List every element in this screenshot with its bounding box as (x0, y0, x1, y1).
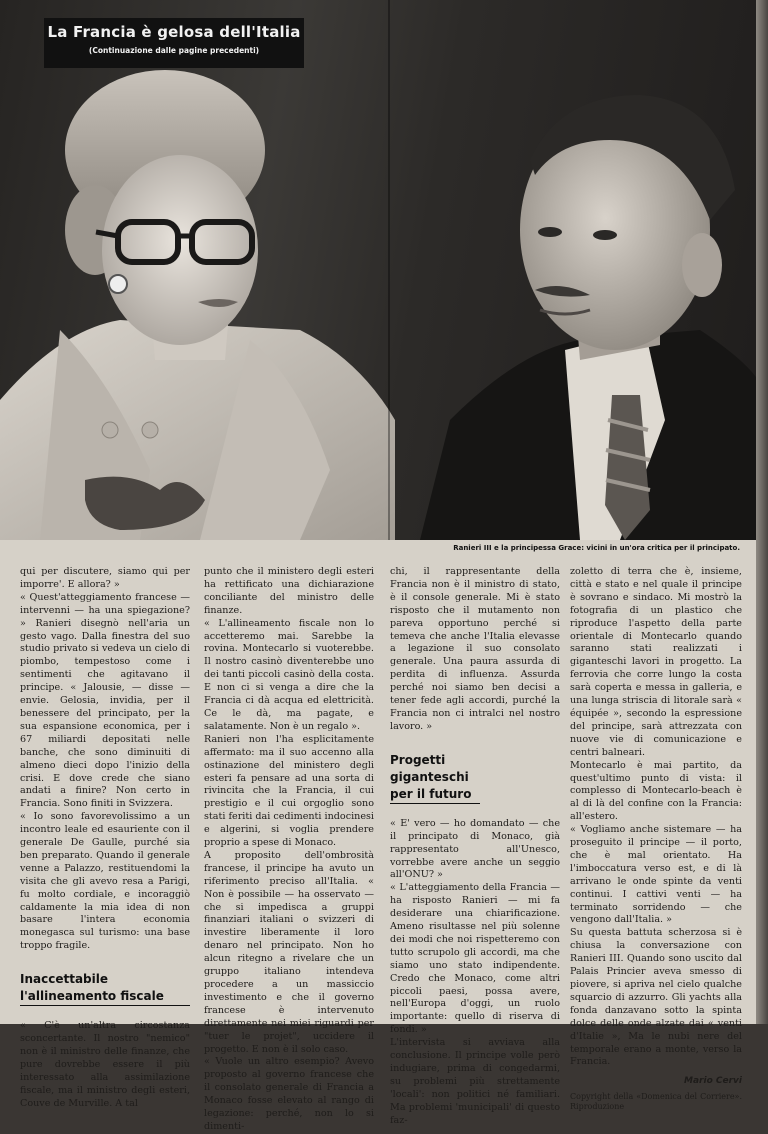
photo-caption: Ranieri III e la principessa Grace: vicini in un'ora critica per il principato. (453, 544, 740, 552)
paragraph: « Quest'atteggiamento francese — intervenni — ha una spiegazione? » Ranieri disegnò nell'aria un gesto vago. Dalla finestra del suo studio privato si vedeva un cielo di piombo, tempestoso come i sentimenti che agitavano il principe. « Jalousie, — disse — envie. Gelosia, invidia, per il benessere del principato, per la sua espansione economica, per i 67 miliardi depositati nelle banche, che sono diminuiti di almeno dieci dopo l'inizio della crisi. E dove crede che siano andati a finire? Non certo in Francia. Sono finiti in Svizzera. (20, 591, 190, 810)
article-photo (0, 0, 758, 540)
paragraph: « L'allineamento fiscale non lo accetteremo mai. Sarebbe la rovina. Montecarlo si vuoterebbe. Il nostro casinò diventerebbe uno dei tanti piccoli casinò della costa. E non ci si venga a dire che la Francia ci dà acqua ed elettricità. Ce le dà, ma pagate, e salatamente. Non è un regalo ». (204, 617, 374, 732)
paragraph: « L'atteggiamento della Francia — ha risposto Ranieri — mi fa desiderare una chiarificazione. Ameno risultasse nel più solenne dei modi che noi rispetteremo con tutto scrupolo gli accordi, ma che siamo uno stato indipendente. Credo che Monaco, come altri piccoli paesi, possa avere, nell'Europa d'oggi, un ruolo importante: quello di riserva di fondi. » (390, 882, 560, 1036)
paragraph: A proposito dell'ombrosità francese, il principe ha avuto un riferimento preciso all'Italia. « Non è possibile — ha osservato — che si impedisca a gruppi finanziari italiani o svizzeri di investire liberamente il loro denaro nel principato. Non ho alcun ritegno a rivelare che un gruppo italiano intendeva procedere a un massiccio investimento e che il governo francese è intervenuto direttamente nei miei riguardi per "tuer le projet", uccidere il progetto. E non è il solo caso. (204, 849, 374, 1055)
page-fold-line (388, 0, 390, 540)
headline-box (44, 18, 304, 68)
text-column-2 (204, 566, 374, 1134)
paragraph: zoletto di terra che è, insieme, città e stato e nel quale il principe è sovrano e sindaco. Mi mostrò la fotografia di un plastico che riproduce l'aspetto della parte orientale di Montecarlo quando saranno stati realizzati i giganteschi lavori in progetto. La ferrovia che corre lungo la costa sarà coperta e messa in galleria, e una lunga striscia di litorale sarà « équipée », secondo la espressione del principe, sarà attrezzata con nuove vie di comunicazione e centri balneari. (570, 566, 742, 758)
paragraph: « Io sono favorevolissimo a un incontro leale ed esauriente con il generale De Gaulle, purché sia ben preparato. Quando il generale venne a Palazzo, restituendomi la visita che gli avevo resa a Parigi, fu molto cordiale, e incoraggiò caldamente la mia idea di non basare l'intera economia monegasca sul turismo: una base troppo fragile. (20, 811, 190, 952)
paragraph: « E' vero — ho domandato — che il principato di Monaco, già rappresentato all'Unesco, vorrebbe avere anche un seggio all'ONU? » (390, 817, 560, 881)
author-signature: Mario Cervi (684, 1076, 742, 1087)
article-title: La Francia è gelosa dell'Italia (47, 23, 301, 41)
paragraph: « Vogliamo anche sistemare — ha proseguito il principe — il porto, che è mal orientato. Ha l'imboccatura verso est, e di là arrivano le onde spinte da venti continui. I cattivi venti — ha terminato sorridendo — che vengono dall'Italia. » (570, 824, 742, 926)
paragraph: « Vuole un altro esempio? Avevo proposto al governo francese che il consolato generale di Francia a Monaco fosse elevato al rango di legazione: perché, non lo si dimenti- (204, 1056, 374, 1132)
paragraph: Ranieri non l'ha esplicitamente affermato: ma il suo accenno alla ostinazione del ministero degli esteri fa pensare ad una sorta di rivincita che la Francia, il cui prestigio e il cui orgoglio sono stati feriti dai cedimenti indocinesi e algerini, si voglia prendere proprio a spese di Monaco. (204, 733, 374, 849)
photo-illustration (0, 0, 758, 540)
section-heading: Inaccettabile l'allineamento fiscale (20, 971, 190, 1006)
section-heading: Progetti giganteschi per il futuro (390, 752, 480, 804)
paragraph: L'intervista si avviava alla conclusione. Il principe volle però indugiare, prima di congedarmi, su problemi più strettamente 'locali': non politici né familiari. Ma problemi 'municipali' di questo faz- (390, 1037, 560, 1126)
paragraph: chi, il rappresentante della Francia non è il ministro di stato, è il console generale. Mi è stato risposto che il mutamento non pareva opportuno perché si temeva che anche l'Italia elevasse a legazione il suo consolato generale. Una paura assurda di perdita di influenza. Assurda perché noi siamo ben decisi a tener fede agli accordi, purché la Francia non ci intralci nel nostro lavoro. » (390, 566, 560, 732)
paragraph: qui per discutere, siamo qui per imporre'. E allora? » (20, 566, 190, 590)
text-column-4 (570, 566, 742, 1112)
paragraph: Su questa battuta scherzosa si è chiusa la conversazione con Ranieri III. Quando sono uscito dal Palais Princier aveva smesso di piovere, si apriva nel cielo qualche squarcio di azzurro. Gli yachts alla fonda danzavano sotto la spinta dolce delle onde alzate dai « venti d'Italie », Ma le nubi nere del temporale erano a monte, verso la Francia. (570, 927, 742, 1068)
page-edge (756, 0, 768, 1024)
article-subtitle: (Continuazione dalle pagine precedenti) (88, 46, 260, 55)
text-column-3 (390, 566, 560, 1128)
paragraph: Montecarlo è mai partito, da quest'ultimo punto di vista: il complesso di Montecarlo-beach è al di là del confine con la Francia: all'estero. (570, 759, 742, 823)
paragraph: « C'è un'altra circostanza sconcertante. Il nostro "nemico" non è il ministro delle finanze, che pure dovrebbe essere il più interessato alla assimilazione fiscale, ma il ministro degli esteri, Couve de Murville. A tal (20, 1020, 190, 1109)
paragraph: punto che il ministero degli esteri ha rettificato una dichiarazione conciliante del ministro delle finanze. (204, 566, 374, 616)
copyright-notice: Copyright della «Domenica del Corriere». Riproduzione (570, 1092, 742, 1112)
text-column-1 (20, 566, 190, 1111)
